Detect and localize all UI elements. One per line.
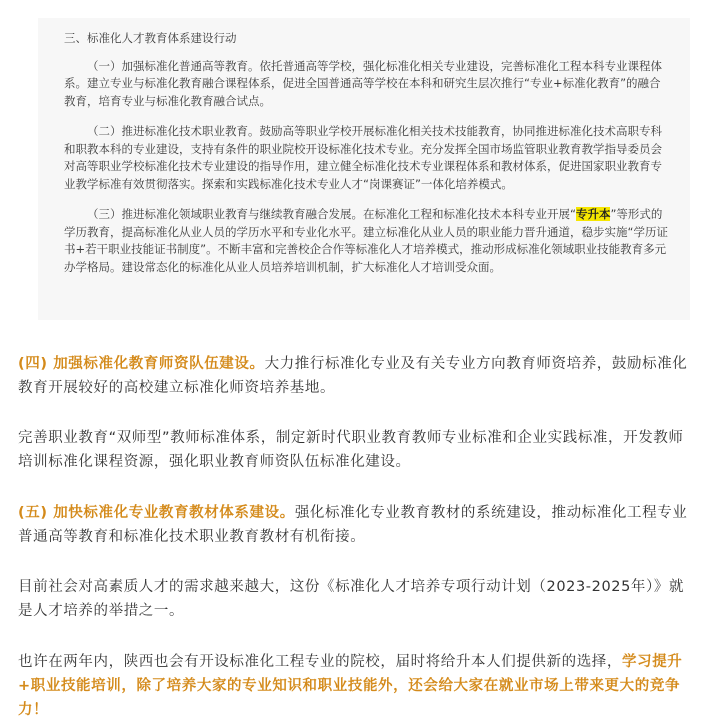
quote-paragraph-3-before: （三）推进标准化领域职业教育与继续教育融合发展。在标准化工程和标准化技术本科专业开展“ (87, 207, 576, 221)
quoted-policy-excerpt (38, 18, 690, 320)
highlighted-term: 专升本 (575, 207, 611, 221)
outlook-accent-text: 学习提升+职业技能培训，除了培养大家的专业知识和职业技能外，还会给大家在就业市场上带来更大的竞争力！ (18, 654, 683, 718)
section-title: 加快标准化专业教育教材体系建设。 (53, 505, 295, 521)
quote-paragraph-2: （二）推进标准化技术职业教育。鼓励高等职业学校开展标准化相关技术技能教育，协同推进标准化技术高职专科和职教本科的专业建设，支持有条件的职业院校开设标准化技术专业。充分发挥全国市场监管职业教育教学指导委员会对高等职业学校标准化技术专业建设的指导作用，建立健全标准化技术专业课程体系和教材体系，促进国家职业教育专业教学标准有效贯彻落实。探索和实践标准化技术专业人才“岗课赛证”一体化培养模式。 (64, 124, 662, 191)
section-prefix: (五) (18, 505, 54, 521)
section-heading: 三、标准化人才教育体系建设行动 (64, 31, 237, 45)
quote-paragraph-1: （一）加强标准化普通高等教育。依托普通高等学校，强化标准化相关专业建设，完善标准化工程本科专业课程体系。建立专业与标准化教育融合课程体系，促进全国普通高等学校在本科和研究生层次推行“专业+标准化教育”的融合教育，培育专业与标准化教育融合试点。 (64, 58, 662, 108)
section-text: 大力推行标准化专业及有关专业方向教育师资培养，鼓励标准化教育开展较好的高校建立标准化师资培养基地。 (18, 356, 688, 396)
section-prefix: (四) (18, 356, 54, 372)
body-paragraph-outlook (18, 650, 694, 722)
body-paragraph-textbook (18, 501, 694, 549)
section-title: 加强标准化教育师资队伍建设。 (53, 356, 265, 372)
section-text: 强化标准化专业教育教材的系统建设，推动标准化工程专业普通高等教育和标准化技术职业教育教材有机衔接。 (18, 505, 688, 545)
quote-paragraph-3 (64, 206, 672, 276)
quote-paragraph-3-after: ”等形式的学历教育，提高标准化从业人员的学历水平和专业化水平。建立标准化从业人员的职业能力晋升通道，稳步实施“学历证书+若干职业技能证书制度”。不断丰富和完善校企合作等标准化人才培养模式，推动形成标准化领域职业技能教育多元办学格局。建设常态化的标准化从业人员培养培训机制，扩大标准化人才培训受众面。 (64, 207, 668, 274)
outlook-text: 也许在两年内，陕西也会有开设标准化工程专业的院校，届时将给升本人们提供新的选择， (18, 654, 622, 670)
body-paragraph-plan: 目前社会对高素质人才的需求越来越大，这份《标准化人才培养专项行动计划（2023-2025年）》就是人才培养的举措之一。 (18, 579, 685, 619)
body-paragraph-teacher-team (18, 352, 694, 400)
body-paragraph-dual-teacher: 完善职业教育“双师型”教师标准体系，制定新时代职业教育教师专业标准和企业实践标准，开发教师培训标准化课程资源，强化职业教育师资队伍标准化建设。 (18, 430, 684, 470)
